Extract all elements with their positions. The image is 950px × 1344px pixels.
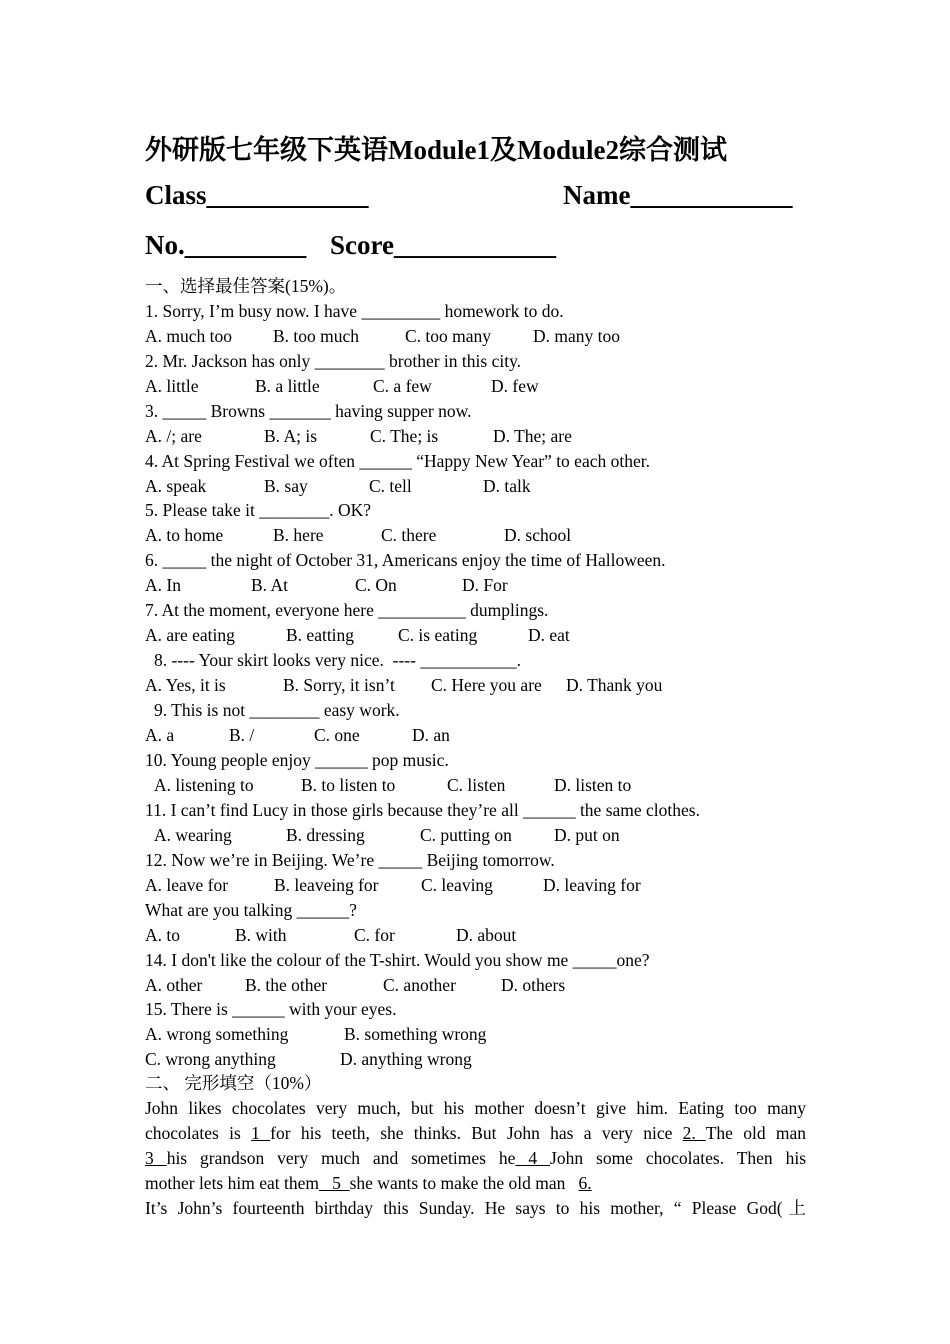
option-4c: C. tell [369,476,412,496]
option-11a: A. wearing [154,825,232,845]
option-12d: D. leaving for [543,875,641,895]
option-4d: D. talk [483,476,531,496]
option-11d: D. put on [554,825,620,845]
question-7: 7. At the moment, everyone here __________ dumplings. [145,600,549,620]
option-4b: B. say [264,476,308,496]
option-10d: D. listen to [554,775,632,795]
option-14b: B. the other [245,975,328,995]
blank-3: 3 [145,1148,167,1168]
option-9b: B. / [229,725,255,745]
option-15a: A. wrong something [145,1024,289,1044]
blank-2: 2. [682,1123,706,1143]
option-3b: B. A; is [264,426,318,446]
name-field: Name____________ [563,180,793,210]
option-6d: D. For [462,575,508,595]
option-2b: B. a little [255,376,320,396]
option-8a: A. Yes, it is [145,675,226,695]
cloze-text: his grandson very much and sometimes he [166,1148,516,1168]
score-field: Score____________ [330,230,556,260]
option-10a: A. listening to [154,775,254,795]
option-7a: A. are eating [145,625,235,645]
option-15b: B. something wrong [344,1024,487,1044]
option-9d: D. an [412,725,450,745]
option-14d: D. others [501,975,566,995]
cloze-text: The old man [705,1123,806,1143]
cloze-line-2 [145,1122,806,1144]
option-1b: B. too much [273,326,360,346]
option-7c: C. is eating [398,625,478,645]
option-10b: B. to listen to [301,775,396,795]
question-1: 1. Sorry, I’m busy now. I have _________ homework to do. [145,301,564,321]
option-13b: B. with [235,925,287,945]
question-12: 12. Now we’re in Beijing. We’re _____ Beijing tomorrow. [145,850,555,870]
question-2: 2. Mr. Jackson has only ________ brother in this city. [145,351,522,371]
option-3c: C. The; is [370,426,439,446]
cloze-paragraph-2: It’s John’s fourteenth birthday this Sunday. He says to his mother, “ Please God(上 [145,1198,806,1218]
page-title: 外研版七年级下英语Module1及Module2综合测试 [145,135,728,165]
section1-heading: 一、选择最佳答案(15%)。 [145,276,347,296]
option-14a: A. other [145,975,203,995]
cloze-text: mother lets him eat them [145,1173,319,1193]
cloze-line-3 [145,1147,806,1169]
option-2d: D. few [491,376,539,396]
question-14: 14. I don't like the colour of the T-shirt. Would you show me _____one? [145,950,650,970]
option-9a: A. a [145,725,175,745]
option-15d: D. anything wrong [340,1049,472,1069]
question-8: 8. ---- Your skirt looks very nice. ---- ___________. [154,650,521,670]
question-5: 5. Please take it ________. OK? [145,500,371,520]
question-10: 10. Young people enjoy ______ pop music. [145,750,449,770]
option-3d: D. The; are [493,426,572,446]
option-8b: B. Sorry, it isn’t [283,675,395,695]
question-3: 3. _____ Browns _______ having supper now. [145,401,472,421]
option-6b: B. At [251,575,288,595]
option-11c: C. putting on [420,825,512,845]
section2-heading: 二、 完形填空（10%） [145,1073,322,1093]
cloze-line-4 [145,1172,592,1194]
option-1c: C. too many [405,326,492,346]
cloze-text: she wants to make the old man [349,1173,579,1193]
option-1a: A. much too [145,326,233,346]
question-4: 4. At Spring Festival we often ______ “Happy New Year” to each other. [145,451,650,471]
blank-1: 1 [251,1123,271,1143]
option-14c: C. another [383,975,456,995]
option-7d: D. eat [528,625,570,645]
cloze-line-1: John likes chocolates very much, but his mother doesn’t give him. Eating too many [145,1098,806,1118]
option-13a: A. to [145,925,180,945]
option-5a: A. to home [145,525,224,545]
question-13: What are you talking ______? [145,900,357,920]
option-6a: A. In [145,575,181,595]
option-2c: C. a few [373,376,432,396]
blank-6: 6. [578,1173,592,1193]
option-7b: B. eatting [286,625,355,645]
option-5d: D. school [504,525,572,545]
option-6c: C. On [355,575,397,595]
blank-4: 4 [515,1148,551,1168]
question-15: 15. There is ______ with your eyes. [145,999,397,1019]
class-field: Class____________ [145,180,369,210]
blank-5: 5 [318,1173,350,1193]
option-8d: D. Thank you [566,675,663,695]
number-field: No._________ [145,230,307,260]
question-6: 6. _____ the night of October 31, Americans enjoy the time of Halloween. [145,550,666,570]
option-3a: A. /; are [145,426,202,446]
option-10c: C. listen [447,775,506,795]
option-4a: A. speak [145,476,207,496]
option-8c: C. Here you are [431,675,542,695]
cloze-text: chocolates is [145,1123,252,1143]
cloze-text: John some chocolates. Then his [550,1148,807,1168]
option-12a: A. leave for [145,875,229,895]
option-11b: B. dressing [286,825,365,845]
option-2a: A. little [145,376,199,396]
option-13c: C. for [354,925,395,945]
option-5b: B. here [273,525,324,545]
option-9c: C. one [314,725,360,745]
option-12c: C. leaving [421,875,493,895]
question-9: 9. This is not ________ easy work. [154,700,400,720]
option-12b: B. leaveing for [274,875,379,895]
option-15c: C. wrong anything [145,1049,276,1069]
option-5c: C. there [381,525,437,545]
cloze-text: for his teeth, she thinks. But John has a very nice [270,1123,683,1143]
question-11: 11. I can’t find Lucy in those girls because they’re all ______ the same clothes. [145,800,700,820]
option-1d: D. many too [533,326,621,346]
option-13d: D. about [456,925,517,945]
